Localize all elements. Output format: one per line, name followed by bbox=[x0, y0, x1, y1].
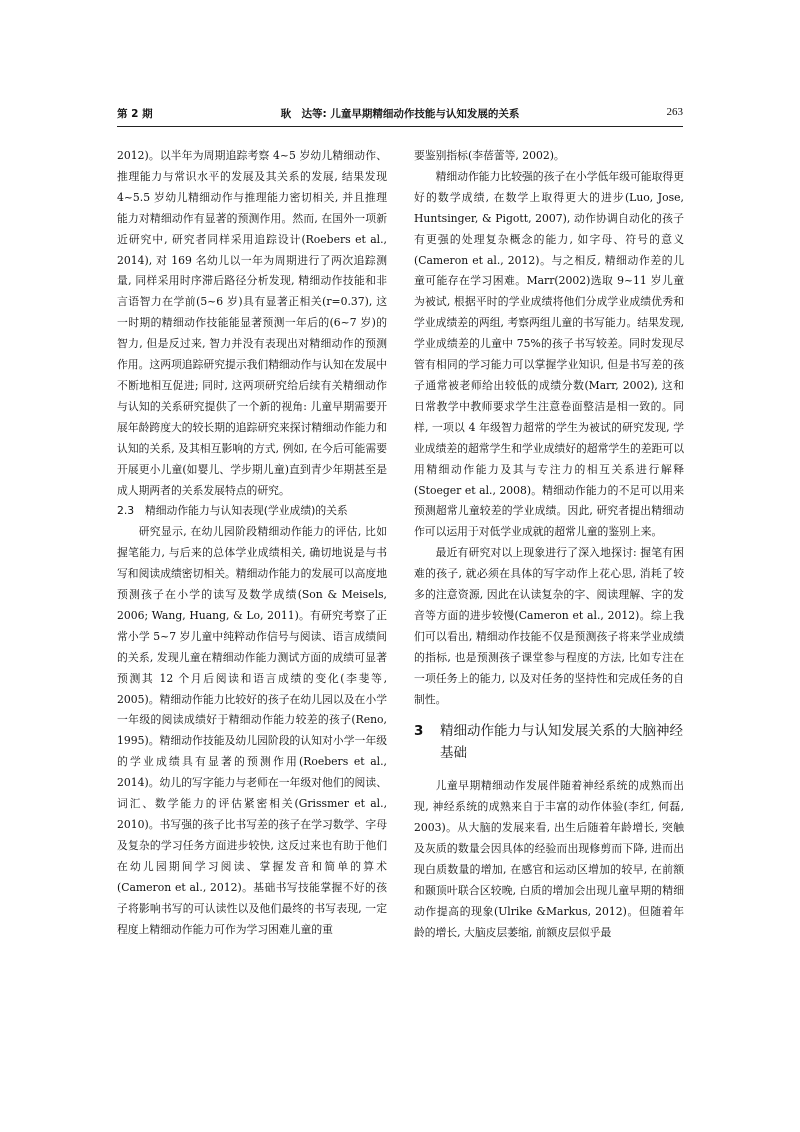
issue-number: 第 2 期 bbox=[117, 108, 153, 120]
section-number: 3 bbox=[414, 723, 424, 740]
section-heading bbox=[414, 720, 684, 764]
paragraph: 研究显示, 在幼儿园阶段精细动作能力的评估, 比如握笔能力, 与后来的总体学业成绩相关, 确切地说是与书写和阅读成绩密切相关。精细动作能力的发展可以高度地预测孩子在小学的读写及数学成绩(Son & Meisels, 2006; Wang, Huang, & Lo, 2011)。有研究考察了正常小学 5~7 岁儿童中纯粹动作信号与阅读、语言成绩间的关系, 发现儿童在精细动作能力测试方面的成绩可显著预测其 12 个月后阅读和语言成绩的变化(李斐等, 2005)。精细动作能力比较好的孩子在幼儿园以及在小学一年级的阅读成绩好于精细动作能力较差的孩子(Reno, 1995)。精细动作技能及幼儿园阶段的认知对小学一年级的学业成绩具有显著的预测作用(Roebers et al., 2014)。幼儿的写字能力与老师在一年级对他们的阅读、词汇、数学能力的评估紧密相关(Grissmer et al., 2010)。书写强的孩子比书写差的孩子在学习数学、字母及复杂的学习任务方面进步较快, 这反过来也有助于他们在幼儿园期间学习阅读、掌握发音和简单的算术(Cameron et al., 2012)。基础书写技能掌握不好的孩子将影响书写的可认读性以及他们最终的书写表现, 一定程度上精细动作能力可作为学习困难儿童的重 bbox=[117, 525, 387, 936]
paragraph: 精细动作能力比较强的孩子在小学低年级可能取得更好的数学成绩, 在数学上取得更大的进步(Luo, Jose, Huntsinger, & Pigott, 2007), 动作协调自动化的孩子有更强的处理复杂概念的能力, 如字母、符号的意义(Cameron et al., 2012)。与之相反, 精细动作差的儿童可能存在学习困难。Marr(2002)选取 9~11 岁儿童为被试, 根据平时的学业成绩将他们分成学业成绩优秀和学业成绩差的两组, 考察两组儿童的书写能力。结果发现, 学业成绩差的儿童中 75%的孩子书写较差。同时发现尽管有相同的学习能力可以掌握学业知识, 但是书写差的孩子通常被老师给出较低的成绩分数(Marr, 2002), 这和日常教学中教师要求学生注意卷面整洁是相一致的。同样, 一项以 4 年级智力超常的学生为被试的研究发现, 学业成绩差的超常学生和学业成绩好的超常学生的差距可以用精细动作能力及其与专注力的相互关系进行解释(Stoeger et al., 2008)。精细动作能力的不足可以用来预测超常儿童较差的学业成绩。因此, 研究者提出精细动作可以运用于对低学业成就的超常儿童的鉴别上来。 bbox=[414, 169, 684, 539]
section-title: 精细动作能力与认知发展关系的大脑神经基础 bbox=[440, 723, 683, 762]
left-column bbox=[117, 146, 387, 940]
running-header bbox=[117, 106, 683, 124]
right-column bbox=[414, 146, 684, 944]
paragraph: 最近有研究对以上现象进行了深入地探讨: 握笔有困难的孩子, 就必须在具体的写字动作上花心思, 消耗了较多的注意资源, 因此在认读复杂的字、阅读理解、字的发音等方面的进步较慢(Cameron et al., 2012)。综上我们可以看出, 精细动作技能不仅是预测孩子将来学业成绩的指标, 也是预测孩子课堂参与程度的方法, 比如专注在一项任务上的能力, 以及对任务的坚持性和完成任务的自制性。 bbox=[414, 546, 684, 706]
subsection-heading: 2.3 精细动作能力与认知表现(学业成绩)的关系 bbox=[117, 504, 348, 518]
header-rule bbox=[117, 126, 683, 127]
page-number: 263 bbox=[666, 106, 683, 118]
paragraph: 要鉴别指标(李蓓蕾等, 2002)。 bbox=[414, 149, 565, 162]
running-title: 耿 达等: 儿童早期精细动作技能与认知发展的关系 bbox=[280, 108, 520, 120]
paragraph: 2012)。以半年为周期追踪考察 4~5 岁幼儿精细动作、推理能力与常识水平的发展及其关系的发展, 结果发现 4~5.5 岁幼儿精细动作与推理能力密切相关, 并且推理能力对精细动作有显著的预测作用。然而, 在国外一项新近研究中, 研究者同样采用追踪设计(Roebers et al., 2014), 对 169 名幼儿以一年为周期进行了两次追踪测量, 同样采用时序滞后路径分析发现, 精细动作技能和非言语智力在学前(5~6 岁)具有显著正相关(r=0.37), 这一时期的精细动作技能能显著预测一年后的(6~7 岁)的智力, 但是反过来, 智力并没有表现出对精细动作的预测作用。这两项追踪研究提示我们精细动作与认知在发展中不断地相互促进; 同时, 这两项研究给后续有关精细动作与认知的关系研究提供了一个新的视角: 儿童早期需要开展年龄跨度大的较长期的追踪研究来探讨精细动作能力和认知的关系, 及其相互影响的方式, 例如, 在今后可能需要开展更小儿童(如婴儿、学步期儿童)直到青少年期甚至是成人期两者的关系发展特点的研究。 bbox=[117, 149, 387, 497]
paragraph: 儿童早期精细动作发展伴随着神经系统的成熟而出现, 神经系统的成熟来自于丰富的动作体验(李红, 何磊, 2003)。从大脑的发展来看, 出生后随着年龄增长, 突触及灰质的数量会因具体的经验而出现修剪而下降, 进而出现白质数量的增加, 在感官和运动区增加的较早, 在前额和颞顶叶联合区较晚, 白质的增加会出现儿童早期的精细动作提高的现象(Ulrike &Markus, 2012)。但随着年龄的增长, 大脑皮层萎缩, 前额皮层似乎最 bbox=[414, 779, 684, 939]
